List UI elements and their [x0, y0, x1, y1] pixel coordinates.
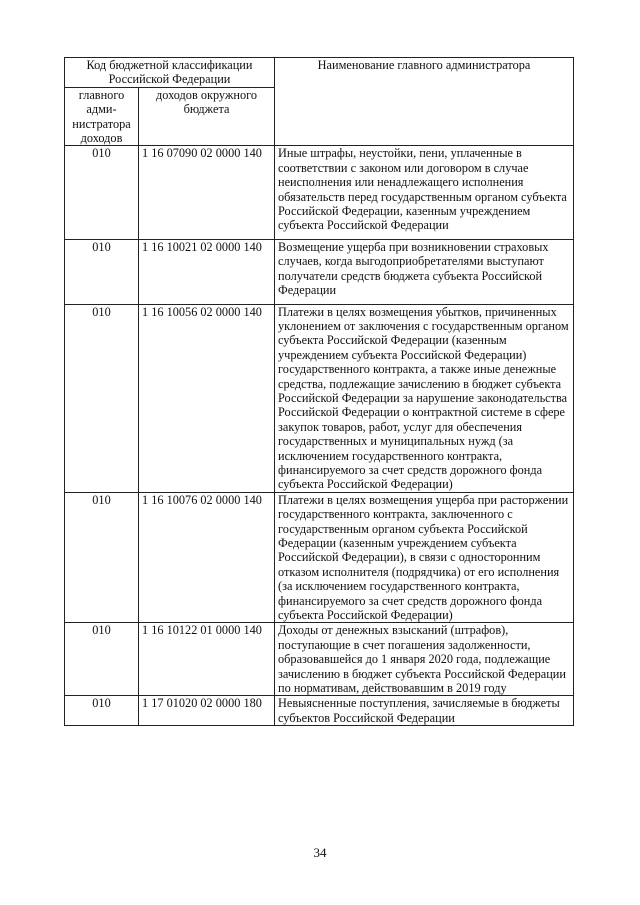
- page-number: 34: [313, 845, 327, 860]
- admin-code-cell: 010: [65, 623, 139, 696]
- budget-code-cell: 1 16 10021 02 0000 140: [139, 239, 275, 304]
- table-row: [65, 304, 574, 492]
- admin-code-cell: 010: [65, 492, 139, 623]
- table-row: [65, 492, 574, 623]
- administrator-name-cell: Доходы от денежных взысканий (штрафов), поступающие в счет погашения задолженности, образовавшейся до 1 января 2020 года, подлежащие зачислению в бюджет субъекта Российской Федерации по нормативам, действовавшим в 2019 году: [275, 623, 574, 696]
- table-row: [65, 623, 574, 696]
- administrator-name-cell: Невыясненные поступления, зачисляемые в бюджеты субъектов Российской Федерации: [275, 696, 574, 726]
- table-row: [65, 146, 574, 239]
- budget-code-cell: 1 16 10056 02 0000 140: [139, 304, 275, 492]
- budget-code-cell: 1 17 01020 02 0000 180: [139, 696, 275, 726]
- header-district-budget-revenue: доходов окружного бюджета: [139, 87, 275, 146]
- header-budget-classification: Код бюджетной классификации Российской Федерации: [65, 58, 275, 88]
- administrator-name-cell: Платежи в целях возмещения убытков, причиненных уклонением от заключения с государственным органом субъекта Российской Федерации (казенным учреждением субъекта Российской Федерации) государственного контракта, а также иные денежные средства, подлежащие зачислению в бюджет субъекта Российской Федерации за нарушение законодательства Российской Федерации о контрактной системе в сфере закупок товаров, работ, услуг для обеспечения государственных и муниципальных нужд (за исключением государственного контракта, финансируемого за счет средств дорожного фонда субъекта Российской Федерации): [275, 304, 574, 492]
- budget-code-cell: 1 16 07090 02 0000 140: [139, 146, 275, 239]
- admin-code-cell: 010: [65, 239, 139, 304]
- header-chief-administrator: главного адми-нистратора доходов: [65, 87, 139, 146]
- administrator-name-cell: Платежи в целях возмещения ущерба при расторжении государственного контракта, заключенного с государственным органом субъекта Российской Федерации (казенным учреждением субъекта Российской Федерации), в связи с односторонним отказом исполнителя (подрядчика) от его исполнения (за исключением государственного контракта, финансируемого за счет средств дорожного фонда субъекта Российской Федерации): [275, 492, 574, 623]
- administrator-name-cell: Возмещение ущерба при возникновении страховых случаев, когда выгодоприобретателями выступают получатели средств бюджета субъекта Российской Федерации: [275, 239, 574, 304]
- admin-code-cell: 010: [65, 304, 139, 492]
- budget-classification-table: [64, 57, 574, 726]
- budget-code-cell: 1 16 10122 01 0000 140: [139, 623, 275, 696]
- admin-code-cell: 010: [65, 146, 139, 239]
- table-row: [65, 239, 574, 304]
- admin-code-cell: 010: [65, 696, 139, 726]
- administrator-name-cell: Иные штрафы, неустойки, пени, уплаченные в соответствии с законом или договором в случае неисполнения или ненадлежащего исполнения обязательств перед государственным органом субъекта Российской Федерации, казенным учреждением субъекта Российской Федерации: [275, 146, 574, 239]
- header-administrator-name: Наименование главного администратора: [275, 58, 574, 146]
- table-row: [65, 696, 574, 726]
- budget-code-cell: 1 16 10076 02 0000 140: [139, 492, 275, 623]
